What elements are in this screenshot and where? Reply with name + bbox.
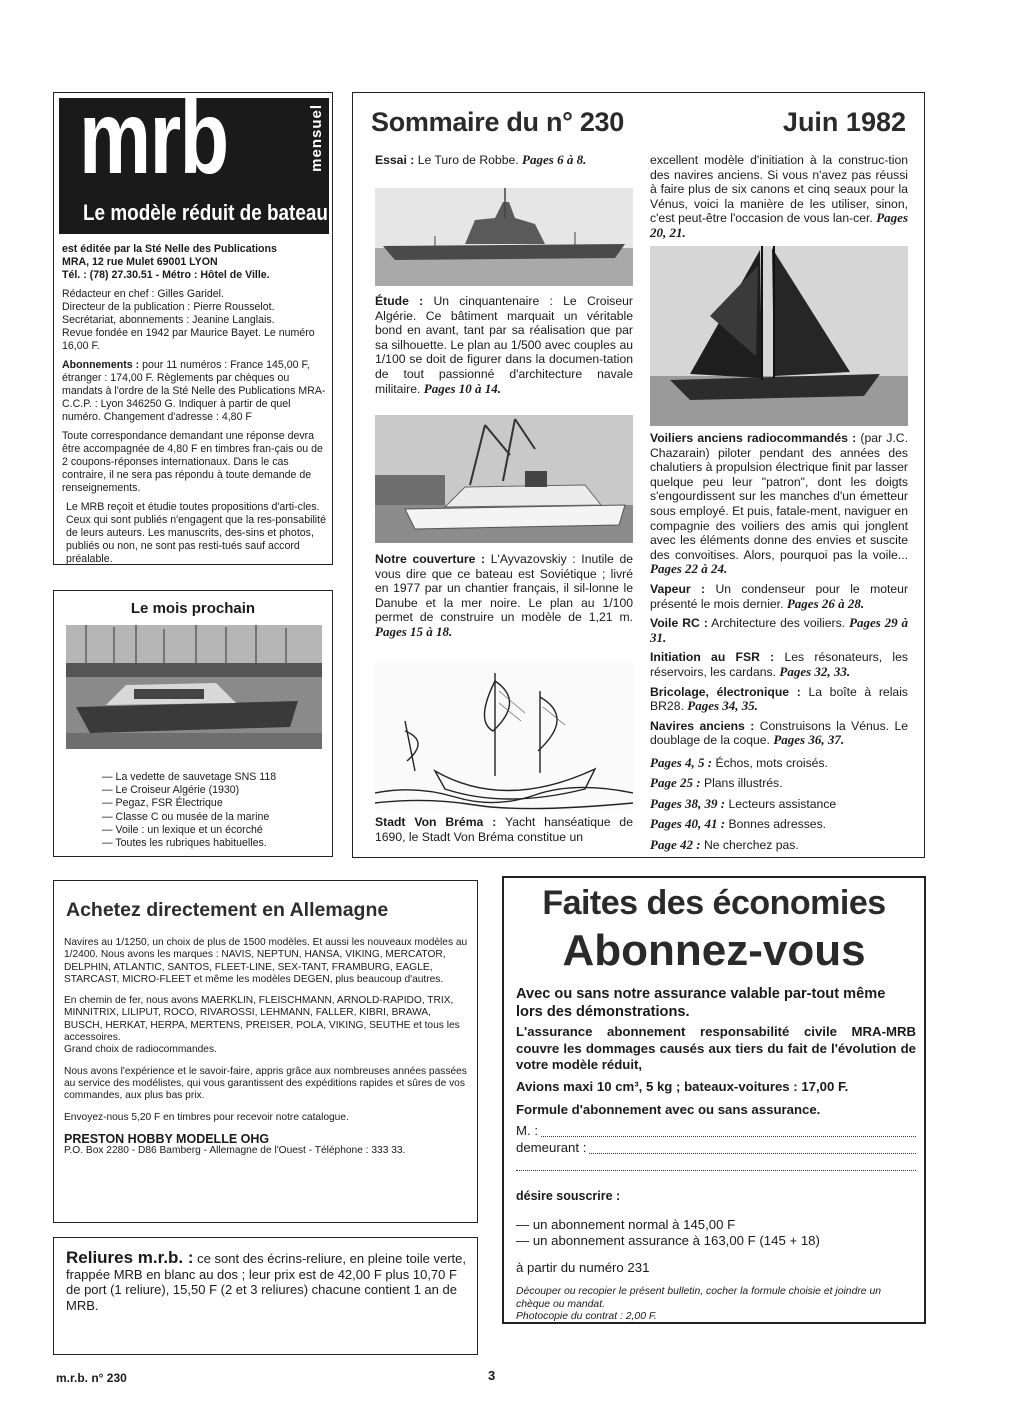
option-assurance[interactable]: — un abonnement assurance à 163,00 F (145 + 18) — [516, 1233, 820, 1249]
list-item: — Classe C ou musée de la marine — [102, 811, 322, 824]
germany-ad-p1: Navires au 1/1250, un choix de plus de 1500 modèles. Et aussi les nouveaux modèles au 1/2400. Nous avons les marques : NAVIS, NEPTUN, HANSA, VIKING, MERCATOR, DELPHIN, ATLANTIC, SANTOS, FLEET-LINE, SEX-TANT, FRAMBURG, EAGLE, STARCAST, MICRO-FLEET et même les modèles DEGEN, plus beaucoup d'autres. — [64, 937, 468, 985]
list-item: — Le Croiseur Algérie (1930) — [102, 784, 322, 797]
abonnements-info: Abonnements : pour 11 numéros : France 145,00 F, étranger : 174,00 F. Règlements par chèques ou mandats à l'ordre de la Sté Nelle des Publications MRA-C.C.P. : Lyon 346250 G. Indiquer à partir de quel numéro. Changement d'adresse : 4,80 F — [62, 359, 326, 423]
logo-mensuel-text: mensuel — [308, 104, 325, 172]
contents-entry-vapeur: Vapeur : Un condenseur pour le moteur présenté le mois dernier. Pages 26 à 28. — [650, 581, 908, 611]
correspondance-info: Toute correspondance demandant une réponse devra être accompagnée de 4,80 F en timbres fran-çais ou de 2 coupons-réponses internationaux. Dans le cas contraire, il ne sera pas répondu à toute demande de renseignements. — [62, 430, 323, 494]
germany-ad-title: Achetez directement en Allemagne — [66, 899, 389, 921]
address-field-2[interactable] — [516, 1157, 916, 1174]
contents-title: Sommaire du n° 230 — [371, 107, 624, 137]
subscription-box — [502, 876, 926, 1324]
publisher-info: est éditée par la Sté Nelle des Publications MRA, 12 rue Mulet 69001 LYON Tél. : (78) 27.30.51 - Métro : Hôtel de Ville. — [62, 243, 277, 281]
masthead-text — [62, 243, 328, 572]
sailboat-photo — [650, 246, 908, 426]
list-item: — Voile : un lexique et un écorché — [102, 824, 322, 837]
contents-entry-voile-rc: Voile RC : Architecture des voiliers. Pages 29 à 31. — [650, 615, 909, 645]
contents-entry-stadt: Stadt Von Bréma : Yacht hanséatique de 1690, le Stadt Von Bréma constitue un — [375, 815, 633, 844]
contents-entry-stadt-cont: excellent modèle d'initiation à la construc-tion des navires anciens. Si vous n'avez pas réussi à faire plus de six canons et cinq seaux pour la Vénus, voici la manière de les utiliser, sinon, c'est peut-être l'occasion de vous lan-cer. Pages 20, 21. — [650, 153, 909, 240]
subscription-desire: désire souscrire : — [516, 1188, 621, 1203]
subscription-title-1: Faites des économies — [542, 884, 886, 922]
germany-ad-p3: Nous avons l'expérience et le savoir-faire, appris grâce aux nombreuses années passées au service des modélistes, qui vous garantissent des expéditions rapides et sûres de vos commandes, aux plus bas prix. — [64, 1065, 467, 1102]
lifeboat-photo — [66, 625, 322, 749]
subscription-formule: Formule d'abonnement avec ou sans assurance. — [516, 1102, 821, 1118]
germany-ad-box — [53, 880, 478, 1223]
contents-entry-couverture: Notre couverture : L'Ayvazovskiy : Inutile de vous dire que ce bateau est Soviétique ; livré en 1977 par un chantier français, il sil-lonne le Danube et la mer noire. Le plan au 1/100 permet de construire un modèle de 1,21 m. Pages 15 à 18. — [375, 552, 634, 639]
subscription-body — [516, 986, 916, 1324]
subscription-start: à partir du numéro 231 — [516, 1259, 650, 1275]
subscription-lead: Avec ou sans notre assurance valable par-tout même lors des démonstrations. — [516, 986, 886, 1020]
germany-ad-body — [64, 937, 469, 1166]
address-field[interactable]: demeurant : — [516, 1140, 916, 1157]
subscription-note: Découper ou recopier le présent bulletin, cocher la formule choisie et joindre un chèque ou mandat. Photocopie du contrat : 2,00 F. — [516, 1286, 882, 1323]
mrb-recoit-info: Le MRB reçoit et étudie toutes propositions d'arti-cles. Ceux qui sont publiés n'engagent que la res-ponsabilité de leurs auteurs. Les manuscrits, des-sins et photos, publiés ou non, ne sont pas resti-tués sauf accord préalable. — [66, 501, 326, 565]
option-normal[interactable]: — un abonnement normal à 145,00 F — [516, 1216, 736, 1232]
stadt-von-brema-drawing — [375, 661, 633, 811]
binders-box — [53, 1237, 478, 1355]
subscription-assurance: L'assurance abonnement responsabilité civile MRA-MRB couvre les dommages causés aux tiers du fait de l'évolution de votre modèle réduit, — [516, 1024, 916, 1073]
contents-right-list — [650, 431, 908, 860]
logo-subtitle: Le modèle réduit de bateau — [83, 200, 328, 225]
contents-entry-navires: Navires anciens : Construisons la Vénus. Le doublage de la coque. Pages 36, 37. — [650, 718, 909, 748]
contents-entry-bricolage: Bricolage, électronique : La boîte à relais BR28. Pages 34, 35. — [650, 684, 908, 714]
germany-ad-p4: Envoyez-nous 5,20 F en timbres pour recevoir notre catalogue. — [64, 1111, 349, 1123]
contents-entry-essai: Essai : Le Turo de Robbe. Pages 6 à 8. — [375, 152, 587, 167]
list-item: — Toutes les rubriques habituelles. — [102, 837, 322, 850]
staff-info: Rédacteur en chef : Gilles Garidel. Directeur de la publication : Pierre Rousselot. Secrétariat, abonnements : Jeanine Langlais. Revue fondée en 1942 par Maurice Bayet. Le numéro 16,00 F. — [62, 288, 315, 352]
subscription-avions: Avions maxi 10 cm³, 5 kg ; bateaux-voitures : 17,00 F. — [516, 1078, 849, 1094]
subscription-title-2: Abonnez-vous — [562, 926, 866, 975]
ayvazovskiy-photo — [375, 415, 633, 543]
mrb-logo — [59, 80, 329, 234]
contents-entry-voiliers: Voiliers anciens radiocommandés : (par J.C. Chazarain) piloter pendant des années des chalutiers à propulsion électrique finit par lasser quelque peu leur "patron", dont les doigts s'engourdissent sur les manches d'un émetteur sous employé. Et puis, fatale-ment, naviguer en compagnie des voiliers des amis qui jonglent avec les éléments donne des envies et suscite des convoitises. Alors, pourquoi pas la voile... Pages 22 à 24. — [650, 431, 908, 577]
list-item: — Pegaz, FSR Électrique — [102, 797, 322, 810]
germany-ad-company: PRESTON HOBBY MODELLE OHG — [64, 1131, 270, 1146]
name-field[interactable]: M. : — [516, 1123, 916, 1140]
contents-box — [352, 92, 925, 858]
binders-text: Reliures m.r.b. : ce sont des écrins-reliure, en pleine toile verte, frappée MRB en blanc au dos ; leur prix est de 42,00 F plus 10,70 F de port (1 reliure), 15,50 F (2 et 3 reliures) chacune contient 1 an de MRB. — [66, 1248, 466, 1313]
masthead-box — [53, 80, 333, 565]
issue-date: Juin 1982 — [782, 107, 906, 137]
germany-ad-p2: En chemin de fer, nous avons MAERKLIN, FLEISCHMANN, ARNOLD-RAPIDO, TRIX, MINNITRIX, LILIPUT, ROCO, RIVAROSSI, LEHMANN, FALLER, KIBRI, BRAWA, BUSCH, HERKAT, HERPA, MERTENS, PREISER, POLA, VIKING, SEUTHE et tous les accessoires. Grand choix de radiocommandes. — [64, 995, 460, 1056]
next-month-title: Le mois prochain — [130, 600, 256, 617]
cruiser-photo — [375, 188, 633, 286]
contents-entry-misc: Pages 4, 5 : Échos, mots croisés. Page 25 : Plans illustrés. Pages 38, 39 : Lecteurs assistance Pages 40, 41 : Bonnes adresses. Page 42 : Ne cherchez pas. — [650, 754, 837, 852]
next-month-box — [53, 590, 333, 857]
page-number: 3 — [488, 1368, 496, 1383]
logo-mrb-text: mrb — [79, 80, 228, 196]
contents-entry-fsr: Initiation au FSR : Les résonateurs, les réservoirs, les cardans. Pages 32, 33. — [650, 650, 909, 679]
footer-issue: m.r.b. n° 230 — [56, 1371, 127, 1385]
contents-entry-etude: Étude : Un cinquantenaire : Le Croiseur Algérie. Ce bâtiment marquait un véritable bond en avant, tant par sa réalisation que par sa silhouette. Le plan au 1/500 avec couples au 1/100 se doit de figurer dans la documen-tation de tout passionné d'architecture navale militaire. Pages 10 à 14. — [375, 294, 633, 396]
germany-ad-address: P.O. Box 2280 - D86 Bamberg - Allemagne de l'Ouest - Téléphone : 333 33. — [64, 1145, 406, 1157]
list-item: — La vedette de sauvetage SNS 118 — [102, 771, 322, 784]
next-month-list — [102, 771, 322, 850]
